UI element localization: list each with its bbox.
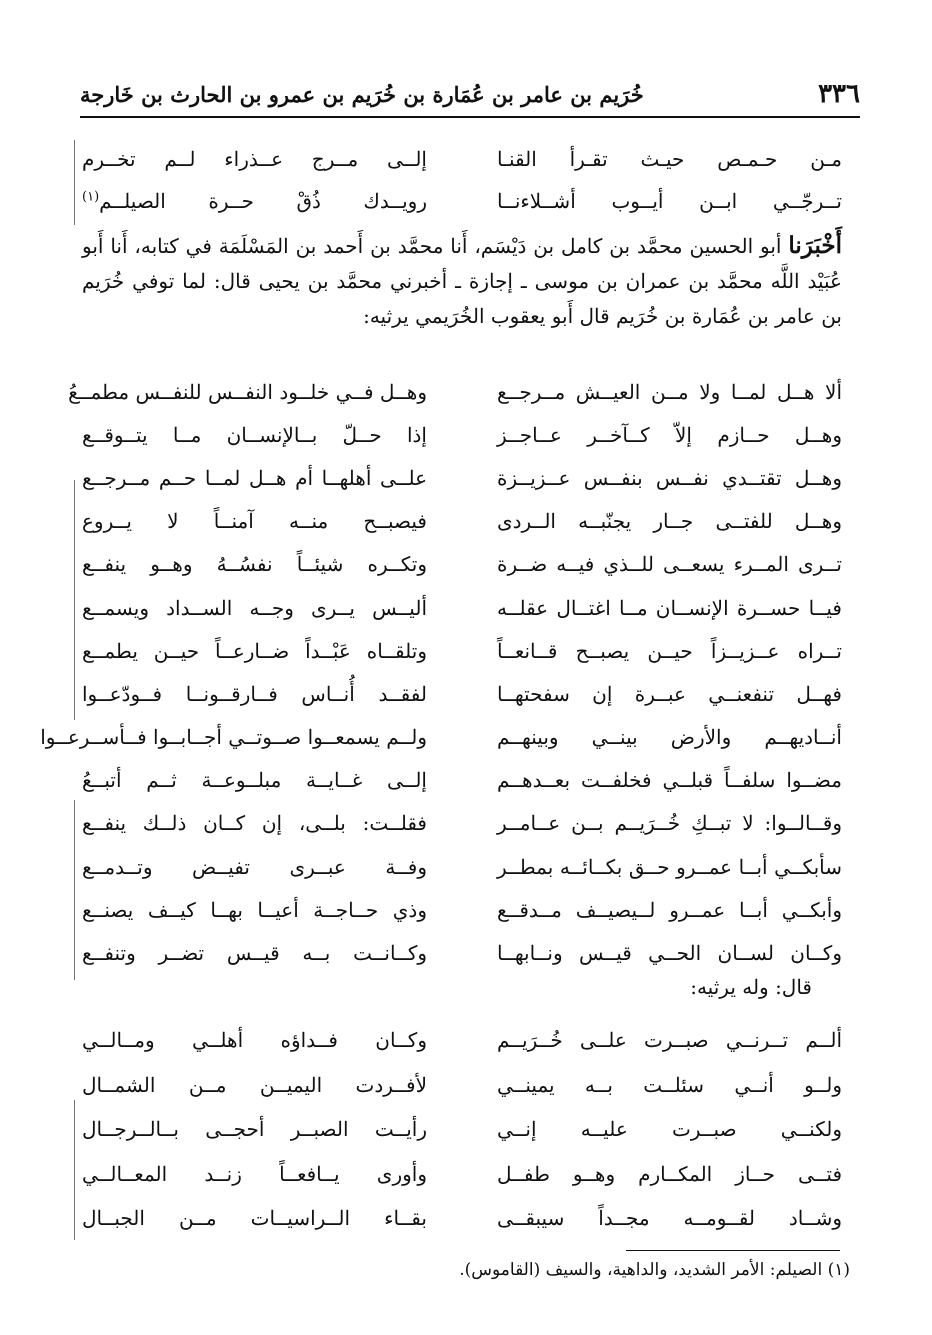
margin-line	[74, 1100, 75, 1240]
verse-second-hemistich: فيصبــح منــه آمنــاً لا يــروع	[82, 509, 427, 534]
running-title: خُرَيم بن عامر بن عُمَارة بن خُرَيم بن عمرو بن الحارث بن خَارجة	[80, 81, 644, 107]
verse-second-hemistich: وذي حــاجــة أعيــا بهــا كيــف يصنــع	[82, 897, 427, 922]
elegy-verses	[40, 370, 842, 975]
verse-first-hemistich: سأبكــي أبــا عمــرو حــق بكــائــه بمطــر	[497, 854, 842, 879]
verse-couplet	[68, 370, 842, 413]
verse-couplet	[82, 413, 842, 456]
verse-couplet	[82, 888, 842, 931]
footnote	[459, 1260, 850, 1280]
verse-first-hemistich: وأبكــي أبــا عمــرو لــيصيــف مــدقــع	[497, 897, 842, 922]
akhbarana-label: أَخْبَرَنا	[788, 232, 842, 259]
verse-couplet	[82, 1196, 842, 1241]
verse-first-hemistich: تــرى المــرء يسعــى للــذي فيــه ضــرة	[497, 552, 842, 577]
verse-second-hemistich: وكــان فــداؤه أهلــي ومــالــي	[82, 1028, 427, 1053]
verse-second-hemistich: وأورى يــافعــاً زنــد المعــالــي	[82, 1161, 427, 1186]
verse-second-hemistich: لفقــد أُنــاس فــارقــونــا فــودّعــوا	[82, 681, 427, 706]
second-elegy-verses	[82, 1018, 842, 1241]
verse-couplet	[82, 1063, 842, 1108]
verse-first-hemistich: ألــم تــرنــي صبــرت علــى خُــرَيــم	[497, 1028, 842, 1053]
verse-first-hemistich: فتــى حــاز المكــارم وهــو طفــل	[497, 1161, 842, 1186]
verse-couplet	[82, 543, 842, 586]
verse-second-hemistich: أليــس يــرى وجــه الســداد ويسمــع	[82, 595, 427, 620]
verse-couplet	[82, 138, 842, 180]
verse-couplet	[82, 586, 842, 629]
verse-first-hemistich: وهــل للفتــى جــار يجنّبــه الــردى	[497, 509, 842, 534]
verse-second-hemistich	[82, 189, 427, 213]
margin-line	[74, 800, 75, 980]
verse-second-hemistich: فقلــت: بلــى، إن كــان ذلــك ينفــع	[82, 811, 427, 836]
verse-couplet	[82, 629, 842, 672]
verse-second-hemistich: ولــم يسمعــوا صــوتــي أجــابــوا فــأســرعــوا	[40, 725, 427, 750]
paragraph-text: أبو الحسين محمَّد بن كامل بن دَيْسَم، أَنا محمَّد بن أَحمد بن المَسْلَمَة في كتابه، أَنا أَبو عُبَيْد اللَّه محمَّد بن عمران بن موسى ـ إجازة ـ أخبرني محمَّد بن يحيى قال: لما توفي خُرَيم بن عامر بن عُمَارة بن خُرَيم قال أَبو يعقوب الخُرَيمي يرثيه:	[82, 234, 842, 328]
verse-first-hemistich: وكــان لســان الحــي قيــس ونــابهــا	[497, 941, 842, 966]
footnote-text: الصيلم: الأمر الشديد، والداهية، والسيف (القاموس).	[459, 1260, 823, 1280]
verse-second-hemistich: إلــى مــرج عــذراء لــم تخــرم	[82, 147, 427, 171]
verse-second-hemistich: وهــل فــي خلــود النفــس للنفــس مطمــعُ	[68, 379, 427, 404]
verse-first-hemistich: وهــل حــازم إلاّ كــآخــر عــاجــز	[497, 422, 842, 447]
verse-second-hemistich: إذا حــلّ بــالإنســان مــا يتــوقــع	[82, 422, 427, 447]
verse-first-hemistich: وهــل تقتــدي نفــس بنفــس عــزيــزة	[497, 465, 842, 490]
verse-first-hemistich: وشــاد لقــومــه مجــداً سيبقــى	[497, 1206, 842, 1231]
page-number: ٣٣٦	[818, 79, 860, 109]
isnad-paragraph	[82, 228, 842, 334]
page-header	[80, 74, 860, 114]
verse-second-hemistich: إلــى غــايــة مبلــوعــة ثــم أتبــعُ	[82, 768, 427, 793]
margin-line	[74, 480, 75, 720]
verse-first-hemistich: تــراه عــزيــزاً حيــن يصبــح قــانعــاً	[497, 638, 842, 663]
footnote-marker: (١)	[827, 1260, 850, 1280]
verse-first-hemistich: فيــا حســرة الإنســان مــا اغتــال عقلــه	[497, 595, 842, 620]
verse-couplet	[40, 716, 842, 759]
verse-couplet	[82, 1152, 842, 1197]
verse-couplet	[82, 931, 842, 974]
verse-first-hemistich: مضــوا سلفــاً قبلــي فخلفــت بعــدهــم	[497, 768, 842, 793]
verse-first-hemistich: مـن حـمـص حيـث تقـرأ القنـا	[497, 147, 842, 171]
second-elegy-intro: قال: وله يرثيه:	[690, 975, 812, 999]
verse-second-hemistich: وتلقــاه عَبْــداً ضــارعــاً حيــن يطمــع	[82, 638, 427, 663]
verse-couplet	[82, 1018, 842, 1063]
verse-couplet	[82, 672, 842, 715]
verse-couplet	[82, 1107, 842, 1152]
verse-couplet	[82, 180, 842, 222]
verse-couplet	[82, 456, 842, 499]
verse-first-hemistich: تــرجّــي ابــن أيــوب أشــلاءنــا	[497, 189, 842, 213]
verse-second-hemistich: بقــاء الــراسيــات مــن الجبــال	[82, 1206, 427, 1231]
verse-first-hemistich: فهــل تنفعنــي عبــرة إن سفحتهــا	[497, 681, 842, 706]
header-rule	[80, 116, 860, 118]
verse-couplet	[82, 802, 842, 845]
margin-line	[74, 140, 75, 225]
footnote-reference: (١)	[82, 189, 100, 205]
verse-second-hemistich: رأيــت الصبــر أحجــى بــالــرجــال	[82, 1117, 427, 1142]
verse-couplet	[82, 845, 842, 888]
verse-first-hemistich: أنــاديهــم والأرض بينــي وبينهــم	[497, 725, 842, 750]
verse-text: رويــدك ذُقْ حــرة الصيلــم	[99, 189, 427, 213]
verse-first-hemistich: ألا هــل لمــا ولا مــن العيــش مــرجــع	[497, 379, 842, 404]
verse-first-hemistich: ولــو أنــي سئلــت بــه يمينــي	[497, 1072, 842, 1097]
verse-second-hemistich: وكــانــت بــه قيــس تضــر وتنفــع	[82, 941, 427, 966]
verse-couplet	[82, 500, 842, 543]
verse-first-hemistich: وقــالــوا: لا تبــكِ خُــرَيــم بــن عــامــر	[497, 811, 842, 836]
verse-couplet	[82, 759, 842, 802]
verse-second-hemistich: علــى أهلهــا أم هــل لمــا حــم مــرجــع	[82, 465, 427, 490]
footnote-rule	[626, 1250, 840, 1251]
opening-verses	[82, 138, 842, 222]
verse-second-hemistich: وفــة عبــرى تفيــض وتــدمــع	[82, 854, 427, 879]
verse-second-hemistich: لأفــردت اليميــن مــن الشمــال	[82, 1072, 427, 1097]
verse-second-hemistich: وتكــره شيئــاً نفسُــهُ وهــو ينفــع	[82, 552, 427, 577]
verse-first-hemistich: ولكنــي صبــرت عليــه إنــي	[497, 1117, 842, 1142]
